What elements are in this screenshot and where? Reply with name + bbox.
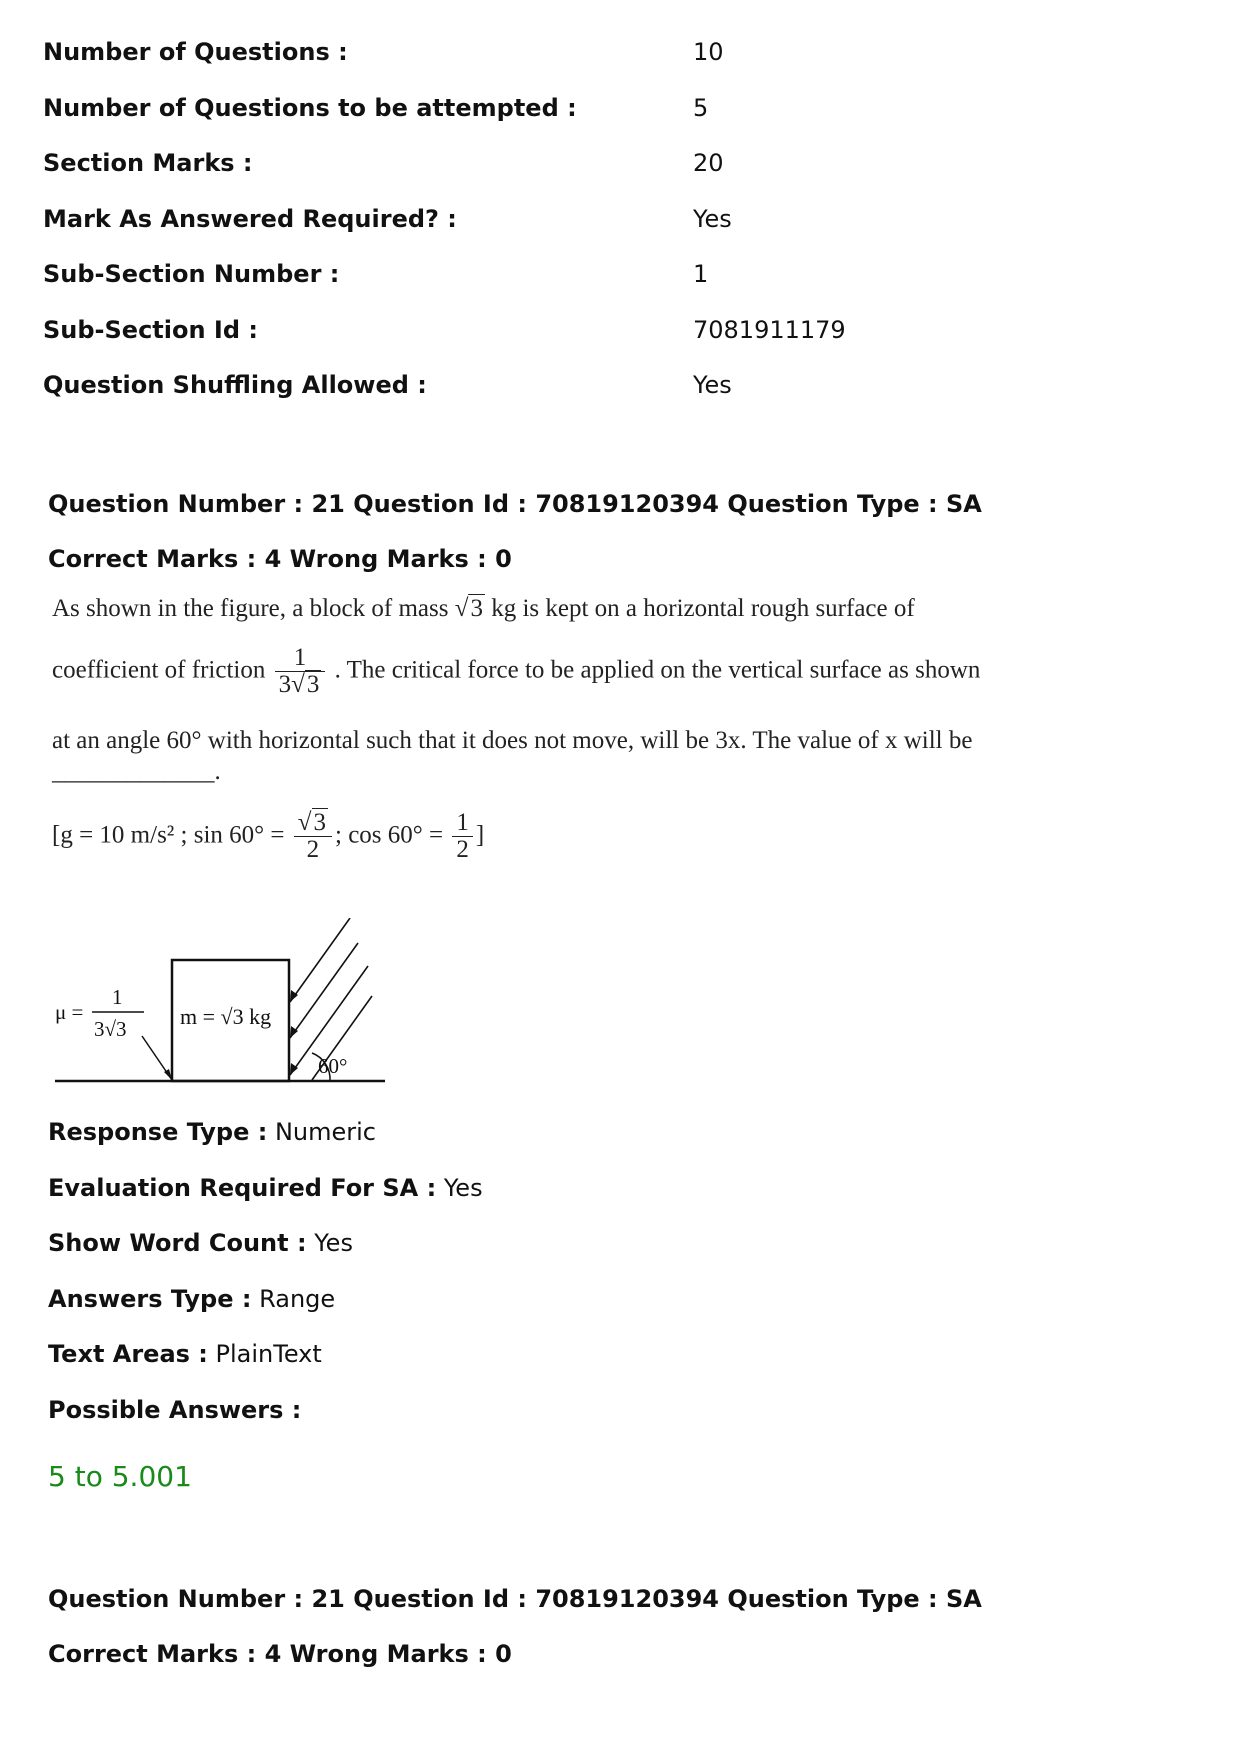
property-value: Yes — [443, 1174, 483, 1202]
fraction-numerator — [294, 810, 332, 837]
fraction-denominator: 2 — [306, 836, 320, 864]
text-segment: ; cos 60° = — [335, 821, 444, 849]
text-segment: [g = 10 m/s² ; sin 60° = — [52, 821, 285, 849]
property-label: Evaluation Required For SA : — [48, 1174, 437, 1202]
question-text-line-2 — [52, 645, 980, 699]
sqrt-radicand: 3 — [306, 671, 320, 699]
friction-fraction — [275, 645, 326, 699]
block-friction-figure — [50, 918, 390, 1093]
sqrt-expression: √3 — [297, 809, 326, 836]
meta-label: Section Marks : — [43, 149, 253, 177]
possible-answer-value: 5 to 5.001 — [48, 1460, 192, 1493]
possible-answers-label — [48, 1396, 301, 1424]
question-header: Question Number : 21 Question Id : 70819120394 Question Type : SA — [48, 1585, 982, 1613]
question-header: Question Number : 21 Question Id : 70819120394 Question Type : SA — [48, 490, 982, 518]
meta-label: Sub-Section Number : — [43, 260, 340, 288]
property-label: Response Type : — [48, 1118, 268, 1146]
answer-blank: _____________. — [52, 758, 221, 785]
meta-value: Yes — [693, 371, 732, 399]
cos-fraction — [452, 810, 473, 864]
meta-row-subsection-number — [43, 260, 1193, 316]
mass-label: m = √3 kg — [180, 1004, 272, 1029]
meta-value: 10 — [693, 38, 724, 66]
sin-fraction — [294, 810, 332, 864]
meta-row-shuffling — [43, 371, 1193, 427]
section-meta — [43, 38, 1193, 427]
meta-value: 20 — [693, 149, 724, 177]
mu-label: μ = — [55, 1000, 84, 1024]
fraction-denominator — [275, 672, 326, 698]
question-text-line-1 — [52, 595, 915, 623]
fraction-numerator: 1 — [452, 810, 473, 837]
text-segment: coefficient of friction — [52, 656, 266, 684]
mu-denominator: 3√3 — [94, 1017, 127, 1041]
sqrt-expression: √3 — [291, 671, 320, 699]
text-segment: kg is kept on a horizontal rough surface of — [491, 595, 915, 622]
text-segment: As shown in the figure, a block of mass — [52, 595, 449, 622]
meta-label: Number of Questions to be attempted : — [43, 93, 577, 122]
meta-row-attempt-count — [43, 94, 1193, 150]
sqrt-expression: √3 — [454, 595, 483, 622]
denominator-coefficient: 3 — [278, 671, 292, 699]
meta-value: 1 — [693, 260, 709, 288]
property-label: Answers Type : — [48, 1285, 252, 1313]
property-value: Range — [259, 1285, 336, 1313]
property-answers-type — [48, 1285, 335, 1313]
meta-label: Sub-Section Id : — [43, 315, 258, 344]
text-segment: ] — [475, 821, 485, 849]
sqrt-radicand: 3 — [313, 809, 326, 836]
fraction-denominator: 2 — [456, 836, 469, 864]
fraction-numerator: 1 — [275, 645, 326, 672]
property-evaluation-required — [48, 1174, 483, 1202]
property-label: Text Areas : — [48, 1340, 208, 1368]
meta-value: 7081911179 — [693, 315, 846, 344]
meta-row-section-marks — [43, 149, 1193, 205]
property-label: Possible Answers : — [48, 1396, 302, 1424]
meta-row-subsection-id — [43, 316, 1193, 372]
meta-label: Number of Questions : — [43, 38, 348, 66]
property-value: Yes — [314, 1229, 353, 1257]
meta-row-mark-answered — [43, 205, 1193, 261]
sqrt-radicand: 3 — [470, 595, 483, 622]
property-label: Show Word Count : — [48, 1229, 307, 1257]
property-response-type — [48, 1118, 376, 1146]
meta-value: Yes — [693, 204, 732, 233]
meta-row-question-count — [43, 38, 1193, 94]
property-value: PlainText — [215, 1340, 322, 1368]
property-text-areas — [48, 1340, 322, 1368]
property-word-count — [48, 1229, 353, 1257]
given-values — [52, 810, 484, 864]
question-marks: Correct Marks : 4 Wrong Marks : 0 — [48, 1640, 512, 1668]
force-arrow-2 — [290, 943, 358, 1038]
question-text-line-3: at an angle 60° with horizontal such that it does not move, will be 3x. The value of x will be — [52, 727, 973, 754]
text-segment: . The critical force to be applied on the vertical surface as shown — [334, 656, 981, 684]
meta-label: Question Shuffling Allowed : — [43, 371, 427, 399]
question-marks: Correct Marks : 4 Wrong Marks : 0 — [48, 545, 512, 573]
property-value: Numeric — [274, 1118, 376, 1146]
mu-numerator: 1 — [112, 985, 123, 1009]
force-arrow-1 — [290, 918, 350, 1002]
angle-label: 60° — [318, 1054, 348, 1078]
meta-label: Mark As Answered Required? : — [43, 204, 457, 233]
meta-value: 5 — [693, 93, 709, 122]
